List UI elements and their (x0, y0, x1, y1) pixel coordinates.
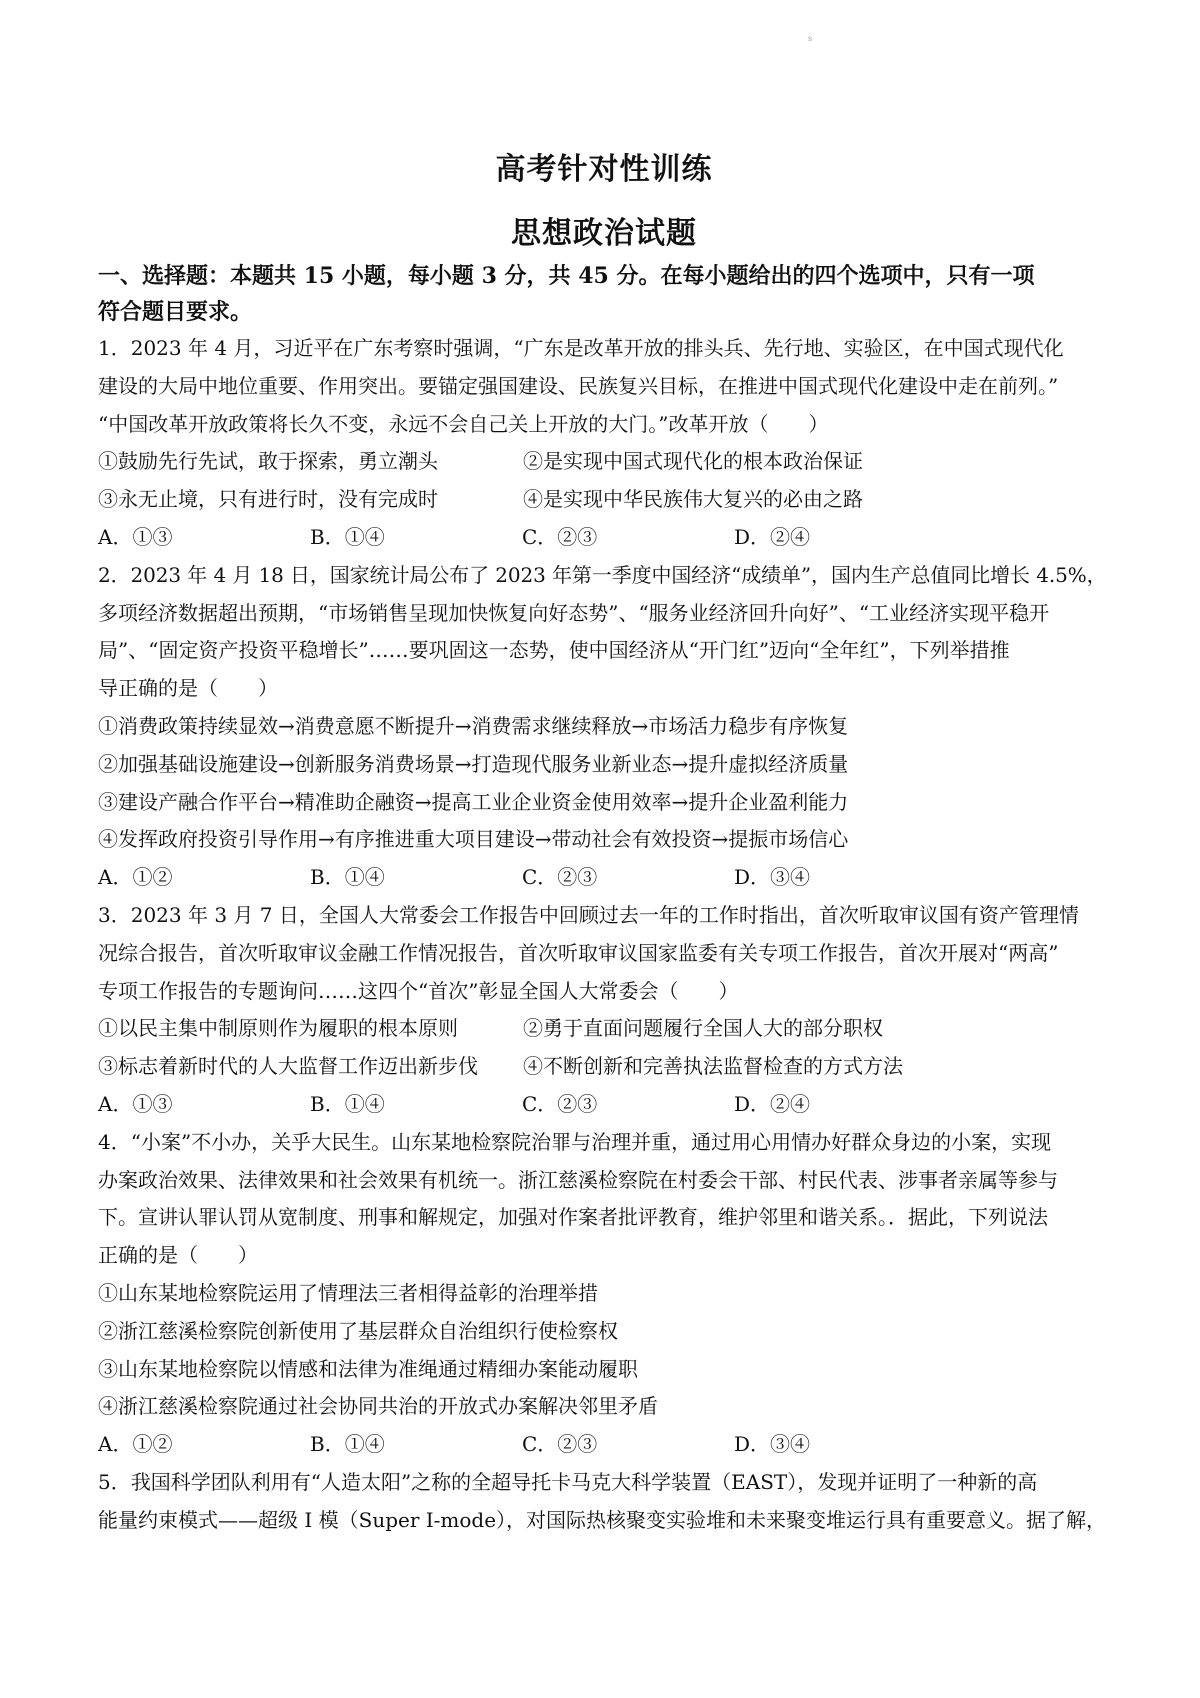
question-2-answer-d[interactable]: D．③④ (734, 865, 811, 890)
question-1-options-row-1 (98, 443, 1110, 481)
question-2-option-2: ②加强基础设施建设→创新服务消费场景→打造现代服务业新业态→提升虚拟经济质量 (98, 751, 849, 776)
question-2-line-1: 2．2023 年 4 月 18 日，国家统计局公布了 2023 年第一季度中国经济“成绩单”，国内生产总值同比增长 4.5%， (98, 562, 1107, 587)
question-2-line-4: 导正确的是（ ） (98, 676, 278, 701)
question-2-answers (98, 859, 1110, 897)
question-4-option-3: ③山东某地检察院以情感和法律为准绳通过精细办案能动履职 (98, 1356, 638, 1381)
question-4-line-1: 4．“小案”不小办，关乎大民生。山东某地检察院治罪与治理并重，通过用心用情办好群众身边的小案，实现 (98, 1129, 1052, 1154)
exam-subtitle: 思想政治试题 (511, 216, 697, 251)
question-1-answer-d[interactable]: D．②④ (734, 524, 811, 549)
question-3-line-1: 3．2023 年 3 月 7 日，全国人大常委会工作报告中回顾过去一年的工作时指出，首次听取审议国有资产管理情 (98, 902, 1079, 927)
question-4 (98, 1124, 1110, 1464)
question-3-answer-c[interactable]: C．②③ (522, 1091, 598, 1116)
question-3 (98, 897, 1110, 1124)
question-1-option-3: ③永无止境，只有进行时，没有完成时 (98, 487, 438, 512)
question-4-line-3: 下。宣讲认罪认罚从宽制度、刑事和解规定，加强对作案者批评教育，维护邻里和谐关系。．据此，下列说法 (98, 1205, 1048, 1230)
question-4-answer-b[interactable]: B．①④ (310, 1432, 385, 1457)
question-2-line-2: 多项经济数据超出预期，“市场销售呈现加快恢复向好态势”、“服务业经济回升向好”、“工业经济实现平稳开 (98, 600, 1050, 625)
exam-title: 高考针对性训练 (495, 152, 713, 187)
question-4-answers (98, 1426, 1110, 1464)
question-3-options-row-1 (98, 1010, 1110, 1048)
question-3-answer-d[interactable]: D．②④ (734, 1091, 811, 1116)
question-1-option-1: ①鼓励先行先试，敢于探索，勇立潮头 (98, 449, 438, 474)
question-2-line-3: 局”、“固定资产投资平稳增长”……要巩固这一态势，使中国经济从“开门红”迈向“全年红”，下列举措推 (98, 638, 1010, 663)
question-3-answer-b[interactable]: B．①④ (310, 1091, 385, 1116)
question-4-line-4: 正确的是（ ） (98, 1243, 258, 1268)
question-1-answer-a[interactable]: A．①③ (98, 524, 173, 549)
section-heading-line1: 一、选择题：本题共 15 小题，每小题 3 分，共 45 分。在每小题给出的四个选项中，只有一项 (98, 263, 1035, 289)
question-3-option-3: ③标志着新时代的人大监督工作迈出新步伐 (98, 1054, 478, 1079)
question-1-option-4: ④是实现中华民族伟大复兴的必由之路 (523, 487, 863, 512)
question-3-line-3: 专项工作报告的专题询问……这四个“首次”彰显全国人大常委会（ ） (98, 978, 739, 1003)
question-1-line-2: 建设的大局中地位重要、作用突出。要锚定强国建设、民族复兴目标，在推进中国式现代化建设中走在前列。” (98, 373, 1059, 398)
question-3-option-2: ②勇于直面问题履行全国人大的部分职权 (523, 1016, 883, 1041)
question-2-answer-b[interactable]: B．①④ (310, 865, 385, 890)
question-1-options-row-2 (98, 481, 1110, 519)
question-3-options-row-2 (98, 1048, 1110, 1086)
question-4-answer-c[interactable]: C．②③ (522, 1432, 598, 1457)
question-1-answer-c[interactable]: C．②③ (522, 524, 598, 549)
question-5 (98, 1464, 1110, 1540)
exam-body (98, 258, 1110, 1540)
question-4-option-2: ②浙江慈溪检察院创新使用了基层群众自治组织行使检察权 (98, 1318, 618, 1343)
question-1-answer-b[interactable]: B．①④ (310, 524, 385, 549)
question-2-answer-a[interactable]: A．①② (98, 865, 173, 890)
section-heading-line2: 符合题目要求。 (98, 299, 253, 325)
question-2 (98, 557, 1110, 897)
question-1-option-2: ②是实现中国式现代化的根本政治保证 (523, 449, 863, 474)
question-1-answers (98, 519, 1110, 557)
question-2-option-4: ④发挥政府投资引导作用→有序推进重大项目建设→带动社会有效投资→提振市场信心 (98, 827, 849, 852)
question-3-answer-a[interactable]: A．①③ (98, 1091, 173, 1116)
question-5-line-1: 5．我国科学团队利用有“人造太阳”之称的全超导托卡马克大科学装置（EAST），发现并证明了一种新的高 (98, 1469, 1038, 1494)
question-1-line-3: “中国改革开放政策将长久不变，永远不会自己关上开放的大门。”改革开放（ ） (98, 411, 829, 436)
question-3-option-1: ①以民主集中制原则作为履职的根本原则 (98, 1016, 458, 1041)
question-2-option-3: ③建设产融合作平台→精准助企融资→提高工业企业资金使用效率→提升企业盈利能力 (98, 789, 849, 814)
question-3-option-4: ④不断创新和完善执法监督检查的方式方法 (523, 1054, 903, 1079)
question-3-line-2: 况综合报告，首次听取审议金融工作情况报告，首次听取审议国家监委有关专项工作报告，首次开展对“两高” (98, 940, 1059, 965)
question-4-option-4: ④浙江慈溪检察院通过社会协同共治的开放式办案解决邻里矛盾 (98, 1394, 658, 1419)
question-4-answer-a[interactable]: A．①② (98, 1432, 173, 1457)
question-5-line-2: 能量约束模式——超级 I 模（Super I-mode），对国际热核聚变实验堆和未来聚变堆运行具有重要意义。据了解， (98, 1507, 1107, 1532)
page-mark: s (808, 34, 813, 43)
question-1 (98, 330, 1110, 557)
question-4-line-2: 办案政治效果、法律效果和社会效果有机统一。浙江慈溪检察院在村委会干部、村民代表、涉事者亲属等参与 (98, 1167, 1058, 1192)
question-4-option-1: ①山东某地检察院运用了情理法三者相得益彰的治理举措 (98, 1280, 598, 1305)
question-2-option-1: ①消费政策持续显效→消费意愿不断提升→消费需求继续释放→市场活力稳步有序恢复 (98, 713, 849, 738)
question-4-answer-d[interactable]: D．③④ (734, 1432, 811, 1457)
question-3-answers (98, 1086, 1110, 1124)
question-1-line-1: 1．2023 年 4 月，习近平在广东考察时强调，“广东是改革开放的排头兵、先行地、实验区，在中国式现代化 (98, 336, 1064, 360)
question-2-answer-c[interactable]: C．②③ (522, 865, 598, 890)
